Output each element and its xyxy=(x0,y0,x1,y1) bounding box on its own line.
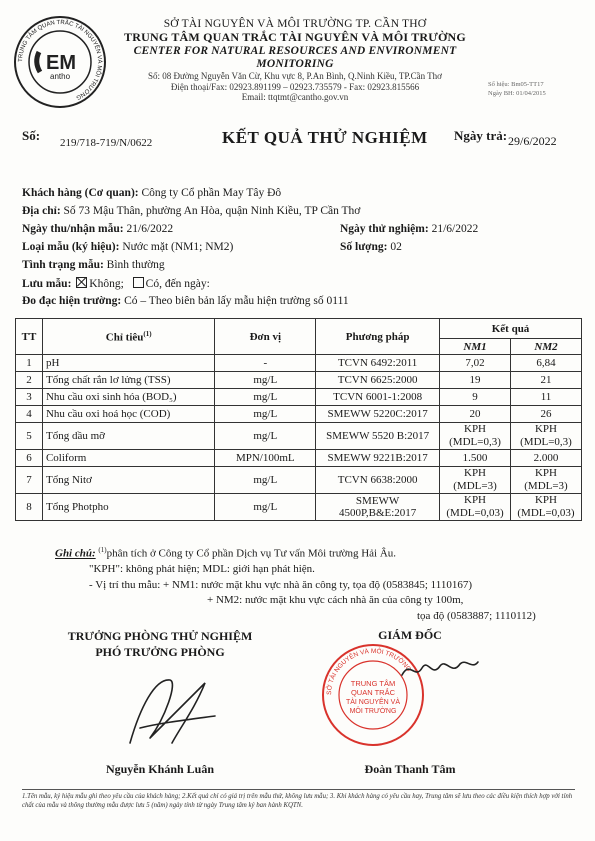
parameter-name-text: Nhu cầu oxi sinh hóa (BOD₅) xyxy=(45,391,177,403)
header-parameter-text: Chỉ tiêu xyxy=(105,331,144,344)
parameter-name-text: Tổng dầu mỡ xyxy=(45,430,105,442)
table-row xyxy=(16,423,582,450)
parameter-name-text: Tổng Photpho xyxy=(45,501,109,513)
logo-ring-text: TRUNG TÂM QUAN TRẮC TÀI NGUYÊN VÀ MÔI TRƯỜNG xyxy=(17,19,103,101)
notes-line-3: - Vị trí thu mẫu: + NM1: nước mặt khu vực nhà ăn công ty, tọa độ (0583845; 1110167) xyxy=(89,578,473,591)
method-cell xyxy=(316,406,440,423)
letterhead xyxy=(110,18,480,102)
return-date-label: Ngày trả: xyxy=(454,128,508,143)
parameter-name xyxy=(42,423,214,450)
result-nm2 xyxy=(511,494,582,521)
parameter-name-text: pH xyxy=(45,357,60,369)
parameter-name-text: Coliform xyxy=(45,452,87,464)
table-row xyxy=(16,494,582,521)
director-title: GIÁM ĐỐC xyxy=(378,628,442,642)
result-nm2-mdl: (MDL=0,03) xyxy=(517,507,575,519)
table-row xyxy=(16,372,582,389)
unit-cell xyxy=(215,406,316,423)
method-cell-text: TCVN 6638:2000 xyxy=(337,474,418,486)
unit-cell-text: mg/L xyxy=(253,374,278,386)
result-nm2 xyxy=(511,450,582,467)
result-nm1 xyxy=(440,406,511,423)
report-title: KẾT QUẢ THỬ NGHIỆM xyxy=(222,128,428,147)
header-tt: TT xyxy=(16,319,43,355)
result-nm2-text: 21 xyxy=(540,374,552,386)
row-number-text: 3 xyxy=(26,391,32,403)
table-row xyxy=(16,355,582,372)
result-nm2 xyxy=(511,389,582,406)
lab-head-title-2: PHÓ TRƯỞNG PHÒNG xyxy=(95,645,225,660)
table-row xyxy=(16,406,582,423)
result-nm1 xyxy=(440,423,511,450)
stamp-line-4: MÔI TRƯỜNG xyxy=(349,708,397,715)
row-number-text: 8 xyxy=(26,501,32,513)
header-nm1: NM1 xyxy=(440,339,511,355)
parameter-name xyxy=(42,372,214,389)
customer-label: Khách hàng (Cơ quan): xyxy=(22,187,139,199)
parameter-name-text: Tổng chất rắn lơ lửng (TSS) xyxy=(45,374,171,386)
row-number-text: 2 xyxy=(26,374,32,386)
row-number-text: 5 xyxy=(26,430,32,442)
logo-text: EM xyxy=(46,52,76,74)
result-nm2-text: 6,84 xyxy=(536,357,556,369)
result-nm1 xyxy=(440,467,511,494)
center-address: Số: 08 Đường Nguyễn Văn Cừ, Khu vực 8, P.An Bình, Q.Ninh Kiều, TP.Cần Thơ xyxy=(148,71,442,82)
method-cell xyxy=(316,372,440,389)
receive-date-label: Ngày thu/nhận mẫu: xyxy=(22,223,124,235)
notes-text-1: phân tích ở Công ty Cổ phần Dịch vụ Tư vấn Môi trường Hải Âu. xyxy=(106,547,397,560)
parameter-name xyxy=(42,406,214,423)
stamp-line-1: TRUNG TÂM xyxy=(350,679,396,688)
field-measurement-label: Đo đạc hiện trường: xyxy=(22,295,122,307)
center-phone: Điện thoại/Fax: 02923.891199 – 02923.735579 - Fax: 02923.815566 xyxy=(170,81,420,92)
unit-cell-text: mg/L xyxy=(253,501,278,513)
center-email: Email: ttqtmt@cantho.gov.vn xyxy=(241,92,349,103)
method-cell xyxy=(316,355,440,372)
parameter-name xyxy=(42,494,214,521)
lab-head-title-1: TRƯỞNG PHÒNG THỬ NGHIỆM xyxy=(67,629,253,643)
lab-head-title xyxy=(30,628,290,660)
address-row xyxy=(22,205,360,219)
center-name: TRUNG TÂM QUAN TRẮC TÀI NGUYÊN VÀ MÔI TRƯỜNG xyxy=(124,30,466,45)
row-number xyxy=(16,389,43,406)
header-result: Kết quả xyxy=(440,319,582,339)
row-number-text: 6 xyxy=(26,452,32,464)
address-label: Địa chỉ: xyxy=(22,205,61,217)
result-nm2 xyxy=(511,423,582,450)
method-cell xyxy=(316,494,440,521)
results-table xyxy=(15,318,582,521)
stamp-ring-text: SỞ TÀI NGUYÊN VÀ MÔI TRƯỜNG xyxy=(325,647,413,696)
result-nm1 xyxy=(440,372,511,389)
storage-no-checkbox[interactable] xyxy=(76,277,87,288)
quantity-label: Số lượng: xyxy=(340,241,388,253)
parameter-name xyxy=(42,450,214,467)
director-name: Đoàn Thanh Tâm xyxy=(364,762,456,776)
sample-condition-value: Bình thường xyxy=(106,259,165,271)
result-nm2 xyxy=(511,406,582,423)
notes-sup: (1) xyxy=(98,546,107,554)
row-number xyxy=(16,423,43,450)
department-name: SỞ TÀI NGUYÊN VÀ MÔI TRƯỜNG TP. CẦN THƠ xyxy=(163,18,427,30)
logo-subtext: antho xyxy=(50,72,71,81)
result-nm2-text: KPH xyxy=(534,467,557,480)
result-nm2-text: KPH xyxy=(534,494,557,507)
form-code-number: Số hiệu: Bm05-TT17 xyxy=(488,81,544,88)
stamp-line-3: TÀI NGUYÊN VÀ xyxy=(345,699,401,706)
notes-line-2: "KPH": không phát hiện; MDL: giới hạn phát hiện. xyxy=(89,563,315,576)
test-date-label: Ngày thử nghiệm: xyxy=(340,223,429,235)
result-nm2 xyxy=(511,467,582,494)
notes-label: Ghi chú: xyxy=(55,547,96,560)
header-unit: Đơn vị xyxy=(215,319,316,355)
form-code-date: Ngày BH: 01/04/2015 xyxy=(488,90,546,98)
header-nm2: NM2 xyxy=(511,339,582,355)
result-nm1-text: KPH xyxy=(464,494,487,507)
table-row xyxy=(16,389,582,406)
row-number xyxy=(16,494,43,521)
result-nm2-mdl: (MDL=0,3) xyxy=(520,436,572,448)
lab-head-signature xyxy=(110,668,230,763)
director-signature xyxy=(400,650,480,695)
receive-date-row xyxy=(22,223,173,237)
row-number xyxy=(16,467,43,494)
result-nm1-text: 20 xyxy=(469,408,481,420)
result-nm1-text: 19 xyxy=(469,374,481,386)
method-cell-text: SMEWW 4500P,B&E:2017 xyxy=(338,495,417,519)
result-nm1-mdl: (MDL=0,3) xyxy=(449,436,501,448)
result-nm1-text: 9 xyxy=(472,391,478,403)
method-cell xyxy=(316,389,440,406)
center-logo xyxy=(12,14,108,110)
notes-line-4: + NM2: nước mặt khu vực cách nhà ăn của công ty 100m, xyxy=(207,594,464,607)
unit-cell-text: mg/L xyxy=(253,391,278,403)
notes-block xyxy=(55,546,575,625)
result-nm1 xyxy=(440,355,511,372)
notes-line-5: tọa độ (0583887; 1110112) xyxy=(417,610,536,623)
unit-cell-text: mg/L xyxy=(253,408,278,420)
report-number: 219/718-719/N/0622 xyxy=(60,137,153,149)
sample-condition-label: Tình trạng mẫu: xyxy=(22,259,104,271)
result-nm2-text: 26 xyxy=(540,408,552,420)
footer-note: 1.Tên mẫu, ký hiệu mẫu ghi theo yêu cầu của khách hàng; 2.Kết quả chỉ có giá trị trên mẫu thử, không lưu mẫu; 3. Khi khách hàng có yêu cầu hay, Trung tâm sẽ lưu theo các điều kiện thích hợp với tính chất của mẫu và thông thường mẫu được lưu 5 (năm) ngày tính từ ngày Trung tâm ký ban hành KQTN. xyxy=(22,789,575,811)
result-nm2-text: 2.000 xyxy=(533,452,559,464)
quantity-value: 02 xyxy=(390,241,402,253)
header-parameter-sup: (1) xyxy=(143,329,152,338)
receive-date-value: 21/6/2022 xyxy=(126,223,174,235)
method-cell xyxy=(316,423,440,450)
result-nm1-text: 1.500 xyxy=(462,452,488,464)
table-row xyxy=(16,467,582,494)
result-nm1 xyxy=(440,494,511,521)
result-nm1 xyxy=(440,450,511,467)
customer-row xyxy=(22,187,281,201)
unit-cell-text: MPN/100mL xyxy=(235,452,295,464)
unit-cell xyxy=(215,389,316,406)
row-number-text: 1 xyxy=(26,357,32,369)
parameter-name xyxy=(42,467,214,494)
sample-storage-row xyxy=(22,277,210,292)
report-title-row xyxy=(22,128,582,156)
row-number xyxy=(16,355,43,372)
result-nm2 xyxy=(511,372,582,389)
notes-line-1 xyxy=(55,546,575,562)
header-parameter xyxy=(42,319,214,355)
sample-type-label: Loại mẫu (ký hiệu): xyxy=(22,241,120,253)
report-number-label: Số: xyxy=(22,128,41,143)
field-measurement-row xyxy=(22,295,349,309)
return-date: 29/6/2022 xyxy=(508,134,557,148)
result-nm2-mdl: (MDL=3) xyxy=(524,480,568,492)
result-nm1 xyxy=(440,389,511,406)
row-number-text: 7 xyxy=(26,474,32,486)
result-nm2 xyxy=(511,355,582,372)
result-nm1-mdl: (MDL=3) xyxy=(453,480,497,492)
header-method: Phương pháp xyxy=(316,319,440,355)
method-cell-text: TCVN 6001-1:2008 xyxy=(333,391,423,403)
table-row xyxy=(16,450,582,467)
unit-cell xyxy=(215,355,316,372)
field-measurement-value: Có – Theo biên bản lấy mẫu hiện trường số 0111 xyxy=(124,295,349,307)
result-nm1-text: 7,02 xyxy=(465,357,485,369)
method-cell-text: TCVN 6625:2000 xyxy=(337,374,418,386)
parameter-name-text: Nhu cầu oxi hoá học (COD) xyxy=(45,408,171,420)
method-cell xyxy=(316,467,440,494)
unit-cell xyxy=(215,494,316,521)
unit-cell-text: mg/L xyxy=(253,474,278,486)
form-code xyxy=(488,80,546,98)
unit-cell xyxy=(215,423,316,450)
result-nm1-text: KPH xyxy=(464,467,487,480)
unit-cell xyxy=(215,450,316,467)
storage-yes-label: Có, đến ngày: xyxy=(145,278,210,290)
storage-yes-checkbox[interactable] xyxy=(133,277,144,288)
sample-type-value: Nước mặt (NM1; NM2) xyxy=(122,241,234,253)
result-nm2-text: 11 xyxy=(540,391,552,403)
center-name-english: CENTER FOR NATURAL RESOURCES AND ENVIRONMENT MONITORING xyxy=(133,45,457,71)
row-number xyxy=(16,450,43,467)
test-date-value: 21/6/2022 xyxy=(431,223,479,235)
parameter-name xyxy=(42,355,214,372)
test-date-row xyxy=(340,223,478,237)
unit-cell-text: - xyxy=(263,357,268,369)
unit-cell xyxy=(215,372,316,389)
result-nm1-text: KPH xyxy=(464,423,487,436)
row-number xyxy=(16,406,43,423)
method-cell-text: SMEWW 5220C:2017 xyxy=(327,408,428,420)
customer-value: Công ty Cổ phần May Tây Đô xyxy=(141,187,282,199)
sample-condition-row xyxy=(22,259,165,273)
method-cell-text: TCVN 6492:2011 xyxy=(337,357,418,369)
result-nm1-mdl: (MDL=0,03) xyxy=(446,507,504,519)
method-cell xyxy=(316,450,440,467)
sample-storage-label: Lưu mẫu: xyxy=(22,278,72,290)
parameter-name-text: Tổng Nitơ xyxy=(45,474,92,486)
result-nm2-text: KPH xyxy=(534,423,557,436)
quantity-row xyxy=(340,241,402,255)
storage-no-label: Không; xyxy=(89,278,124,290)
unit-cell xyxy=(215,467,316,494)
parameter-name xyxy=(42,389,214,406)
sample-type-row xyxy=(22,241,233,255)
row-number xyxy=(16,372,43,389)
address-value: Số 73 Mậu Thân, phường An Hòa, quận Ninh Kiều, TP Cần Thơ xyxy=(63,205,361,217)
unit-cell-text: mg/L xyxy=(253,430,278,442)
method-cell-text: SMEWW 5520 B:2017 xyxy=(326,430,430,442)
method-cell-text: SMEWW 9221B:2017 xyxy=(327,452,428,464)
stamp-line-2: QUAN TRẮC xyxy=(350,688,396,697)
lab-head-name: Nguyễn Khánh Luân xyxy=(105,762,215,776)
row-number-text: 4 xyxy=(26,408,32,420)
